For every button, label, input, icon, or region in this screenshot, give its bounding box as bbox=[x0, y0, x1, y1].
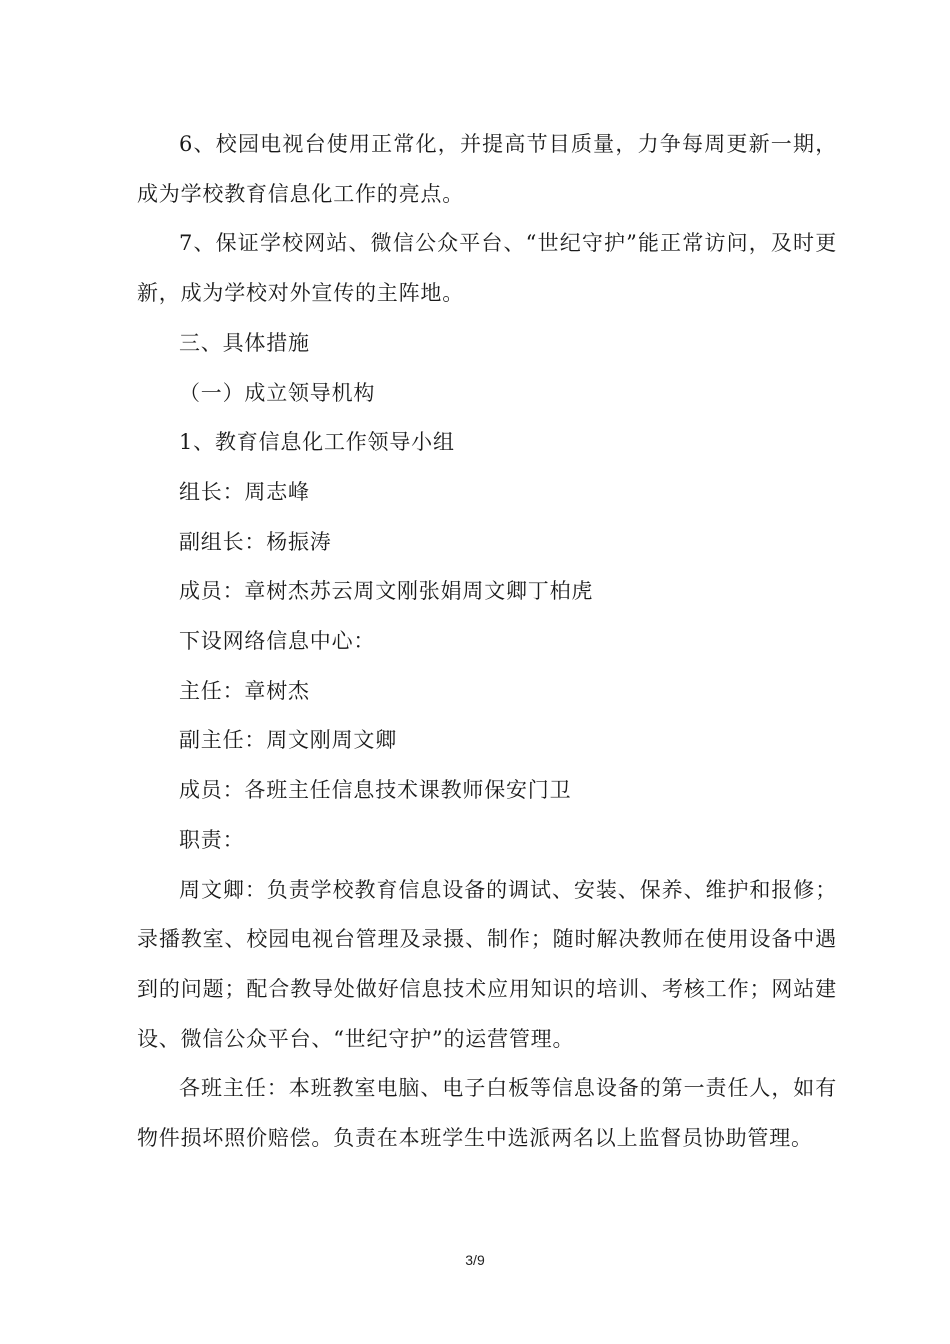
line-group-members: 成员：章树杰苏云周文刚张娟周文卿丁柏虎 bbox=[179, 579, 594, 604]
line-center-members: 成员：各班主任信息技术课教师保安门卫 bbox=[179, 778, 572, 803]
line-network-center: 下设网络信息中心： bbox=[179, 629, 376, 654]
section-heading-measures: 三、具体措施 bbox=[179, 330, 310, 355]
line-duties-heading: 职责： bbox=[179, 827, 245, 852]
page-number: 3/9 bbox=[465, 1252, 485, 1268]
line-deputy-group-leader: 副组长：杨振涛 bbox=[179, 529, 332, 554]
paragraph-goal-6: 6、校园电视台使用正常化，并提高节目质量，力争每周更新一期，成为学校教育信息化工作的亮点。 bbox=[137, 132, 837, 206]
document-body bbox=[137, 120, 837, 1164]
subsection-heading-leadership: （一）成立领导机构 bbox=[179, 380, 376, 405]
item-heading-leading-group: 1、教育信息化工作领导小组 bbox=[179, 430, 455, 455]
line-group-leader: 组长：周志峰 bbox=[179, 479, 310, 504]
line-center-deputy-director: 副主任：周文刚周文卿 bbox=[179, 728, 397, 753]
line-center-director: 主任：章树杰 bbox=[179, 678, 310, 703]
paragraph-duty-class-teachers: 各班主任：本班教室电脑、电子白板等信息设备的第一责任人，如有物件损坏照价赔偿。负责在本班学生中选派两名以上监督员协助管理。 bbox=[137, 1076, 837, 1151]
paragraph-duty-zhou-wenqing: 周文卿：负责学校教育信息设备的调试、安装、保养、维护和报修；录播教室、校园电视台管理及录摄、制作；随时解决教师在使用设备中遇到的问题；配合教导处做好信息技术应用知识的培训、考核工作；网站建设、微信公众平台、“世纪守护”的运营管理。 bbox=[137, 877, 837, 1051]
paragraph-goal-7: 7、保证学校网站、微信公众平台、“世纪守护”能正常访问，及时更新，成为学校对外宣传的主阵地。 bbox=[137, 231, 837, 306]
